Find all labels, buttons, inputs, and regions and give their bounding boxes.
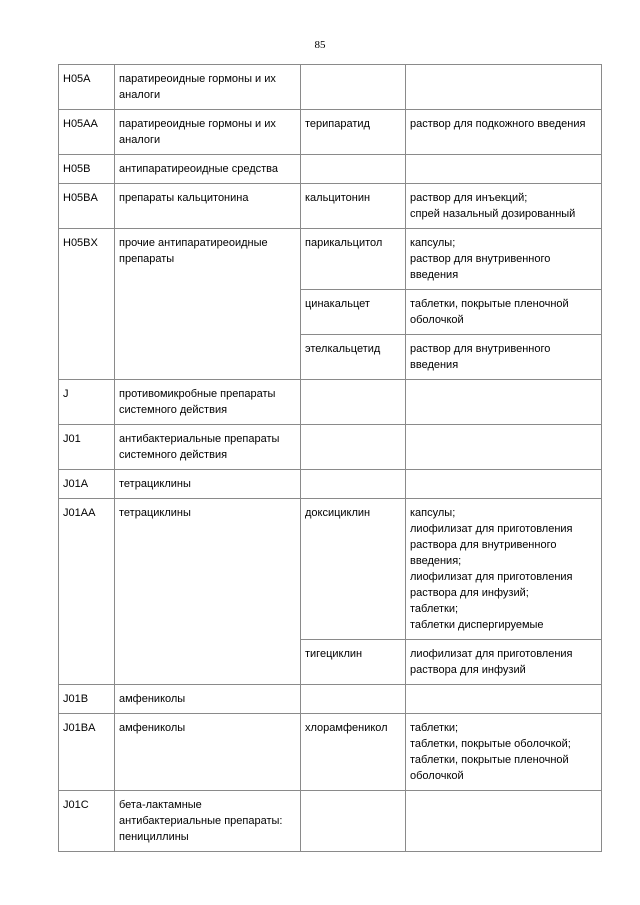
dosage-forms-cell <box>406 499 602 640</box>
drug-name-cell: хлорамфеникол <box>301 714 406 791</box>
drug-name-cell <box>301 470 406 499</box>
table-row <box>59 425 602 470</box>
drug-classification-table <box>58 64 602 852</box>
dosage-form: лиофилизат для приготовления раствора для инфузий; <box>410 571 573 599</box>
group-name-cell: тетрациклины <box>115 470 301 499</box>
table-row <box>59 65 602 110</box>
drug-name-cell: доксициклин <box>301 499 406 640</box>
table-row <box>59 380 602 425</box>
dosage-form: раствор для инъекций; <box>410 192 528 204</box>
group-name-cell: антибактериальные препараты системного действия <box>115 425 301 470</box>
drug-name-cell: парикальцитол <box>301 229 406 290</box>
atc-code-cell: H05BX <box>59 229 115 380</box>
atc-code-cell: J01A <box>59 470 115 499</box>
atc-code-cell: J <box>59 380 115 425</box>
dosage-form: таблетки, покрытые пленочной оболочкой <box>410 754 569 782</box>
dosage-form: таблетки, покрытые пленочной оболочкой <box>410 298 569 326</box>
drug-name-cell <box>301 791 406 852</box>
group-name-cell: противомикробные препараты системного действия <box>115 380 301 425</box>
table-row <box>59 470 602 499</box>
dosage-form: таблетки, покрытые оболочкой; <box>410 738 571 750</box>
dosage-form: раствор для внутривенного введения <box>410 343 551 371</box>
group-name-cell: прочие антипаратиреоидные препараты <box>115 229 301 380</box>
group-name-cell: амфениколы <box>115 714 301 791</box>
drug-name-cell <box>301 380 406 425</box>
dosage-forms-cell <box>406 155 602 184</box>
atc-code-cell: J01BA <box>59 714 115 791</box>
dosage-forms-cell <box>406 184 602 229</box>
atc-code-cell: J01AA <box>59 499 115 685</box>
atc-code-cell: H05BA <box>59 184 115 229</box>
dosage-form: спрей назальный дозированный <box>410 208 576 220</box>
dosage-forms-cell <box>406 425 602 470</box>
group-name-cell: антипаратиреоидные средства <box>115 155 301 184</box>
dosage-form: таблетки; <box>410 603 459 615</box>
drug-name-cell <box>301 155 406 184</box>
atc-code-cell: J01 <box>59 425 115 470</box>
dosage-forms-cell <box>406 640 602 685</box>
table-row <box>59 184 602 229</box>
table-row <box>59 791 602 852</box>
dosage-forms-cell <box>406 290 602 335</box>
atc-code-cell: H05A <box>59 65 115 110</box>
table-row <box>59 499 602 640</box>
drug-name-cell <box>301 685 406 714</box>
group-name-cell: амфениколы <box>115 685 301 714</box>
dosage-form: таблетки диспергируемые <box>410 619 544 631</box>
group-name-cell: паратиреоидные гормоны и их аналоги <box>115 65 301 110</box>
table-row <box>59 229 602 290</box>
dosage-forms-cell <box>406 65 602 110</box>
dosage-form: лиофилизат для приготовления раствора для внутривенного введения; <box>410 523 573 567</box>
drug-name-cell: тигециклин <box>301 640 406 685</box>
group-name-cell: тетрациклины <box>115 499 301 685</box>
dosage-form: капсулы; <box>410 237 456 249</box>
drug-name-cell: цинакальцет <box>301 290 406 335</box>
table-row <box>59 110 602 155</box>
dosage-forms-cell <box>406 229 602 290</box>
group-name-cell: паратиреоидные гормоны и их аналоги <box>115 110 301 155</box>
dosage-forms-cell <box>406 470 602 499</box>
drug-name-cell: этелкальцетид <box>301 335 406 380</box>
dosage-forms-cell <box>406 335 602 380</box>
dosage-form: раствор для подкожного введения <box>410 118 586 130</box>
dosage-forms-cell <box>406 685 602 714</box>
dosage-forms-cell <box>406 380 602 425</box>
dosage-form: лиофилизат для приготовления раствора для инфузий <box>410 648 573 676</box>
table-row <box>59 714 602 791</box>
drug-name-cell <box>301 65 406 110</box>
table-row <box>59 155 602 184</box>
atc-code-cell: J01C <box>59 791 115 852</box>
drug-name-cell: терипаратид <box>301 110 406 155</box>
drug-name-cell <box>301 425 406 470</box>
page-number: 85 <box>314 39 326 51</box>
table-row <box>59 685 602 714</box>
drug-name-cell: кальцитонин <box>301 184 406 229</box>
group-name-cell: бета-лактамные антибактериальные препараты: пенициллины <box>115 791 301 852</box>
dosage-forms-cell <box>406 791 602 852</box>
dosage-forms-cell <box>406 714 602 791</box>
atc-code-cell: J01B <box>59 685 115 714</box>
atc-code-cell: H05B <box>59 155 115 184</box>
dosage-forms-cell <box>406 110 602 155</box>
dosage-form: раствор для внутривенного введения <box>410 253 551 281</box>
dosage-form: капсулы; <box>410 507 456 519</box>
group-name-cell: препараты кальцитонина <box>115 184 301 229</box>
atc-code-cell: H05AA <box>59 110 115 155</box>
dosage-form: таблетки; <box>410 722 459 734</box>
